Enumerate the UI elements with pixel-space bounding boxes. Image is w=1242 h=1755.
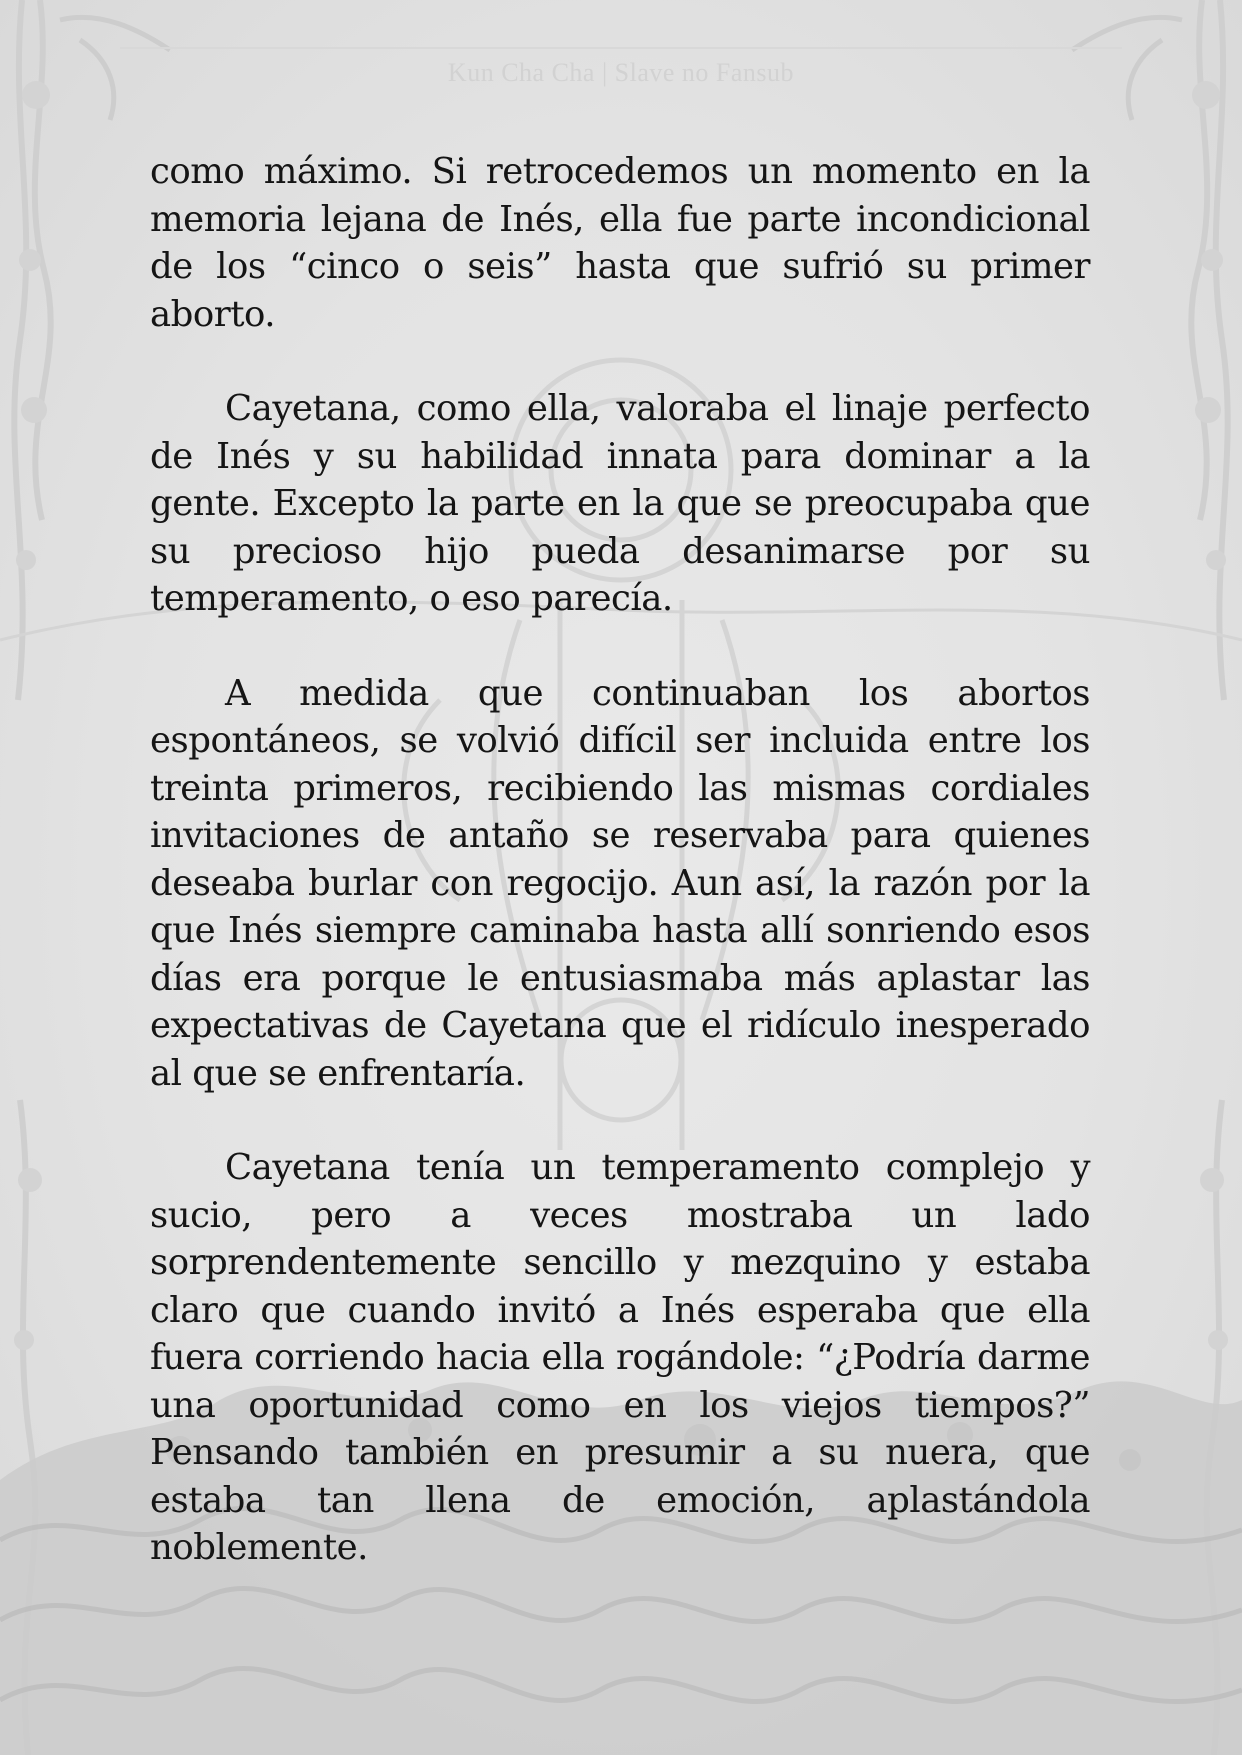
- paragraph: Cayetana tenía un temperamento complejo y sucio, pero a veces mostraba un lado sorprendentemente sencillo y mezquino y estaba claro que cuando invitó a Inés esperaba que ella fuera corriendo hacia ella rogándole: “¿Podría darme una oportunidad como en los viejos tiempos?” Pensando también en presumir a su nuera, que estaba tan llena de emoción, aplastándola noblemente.: [150, 1147, 1090, 1568]
- watermark-header: Kun Cha Cha | Slave no Fansub: [447, 58, 795, 87]
- paragraph: Cayetana, como ella, valoraba el linaje perfecto de Inés y su habilidad innata para dominar a la gente. Excepto la parte en la que se preocupaba que su precioso hijo pueda desanimarse por su temperamento, o eso parecía.: [150, 388, 1090, 619]
- paragraph: como máximo. Si retrocedemos un momento en la memoria lejana de Inés, ella fue parte incondicional de los “cinco o seis” hasta que sufrió su primer aborto.: [150, 151, 1090, 335]
- paragraph: A medida que continuaban los abortos espontáneos, se volvió difícil ser incluida entre los treinta primeros, recibiendo las mismas cordiales invitaciones de antaño se reservaba para quienes deseaba burlar con regocijo. Aun así, la razón por la que Inés siempre caminaba hasta allí sonriendo esos días era porque le entusiasmaba más aplastar las expectativas de Cayetana que el ridículo inesperado al que se enfrentaría.: [150, 672, 1090, 1094]
- document-body: [150, 148, 1090, 1619]
